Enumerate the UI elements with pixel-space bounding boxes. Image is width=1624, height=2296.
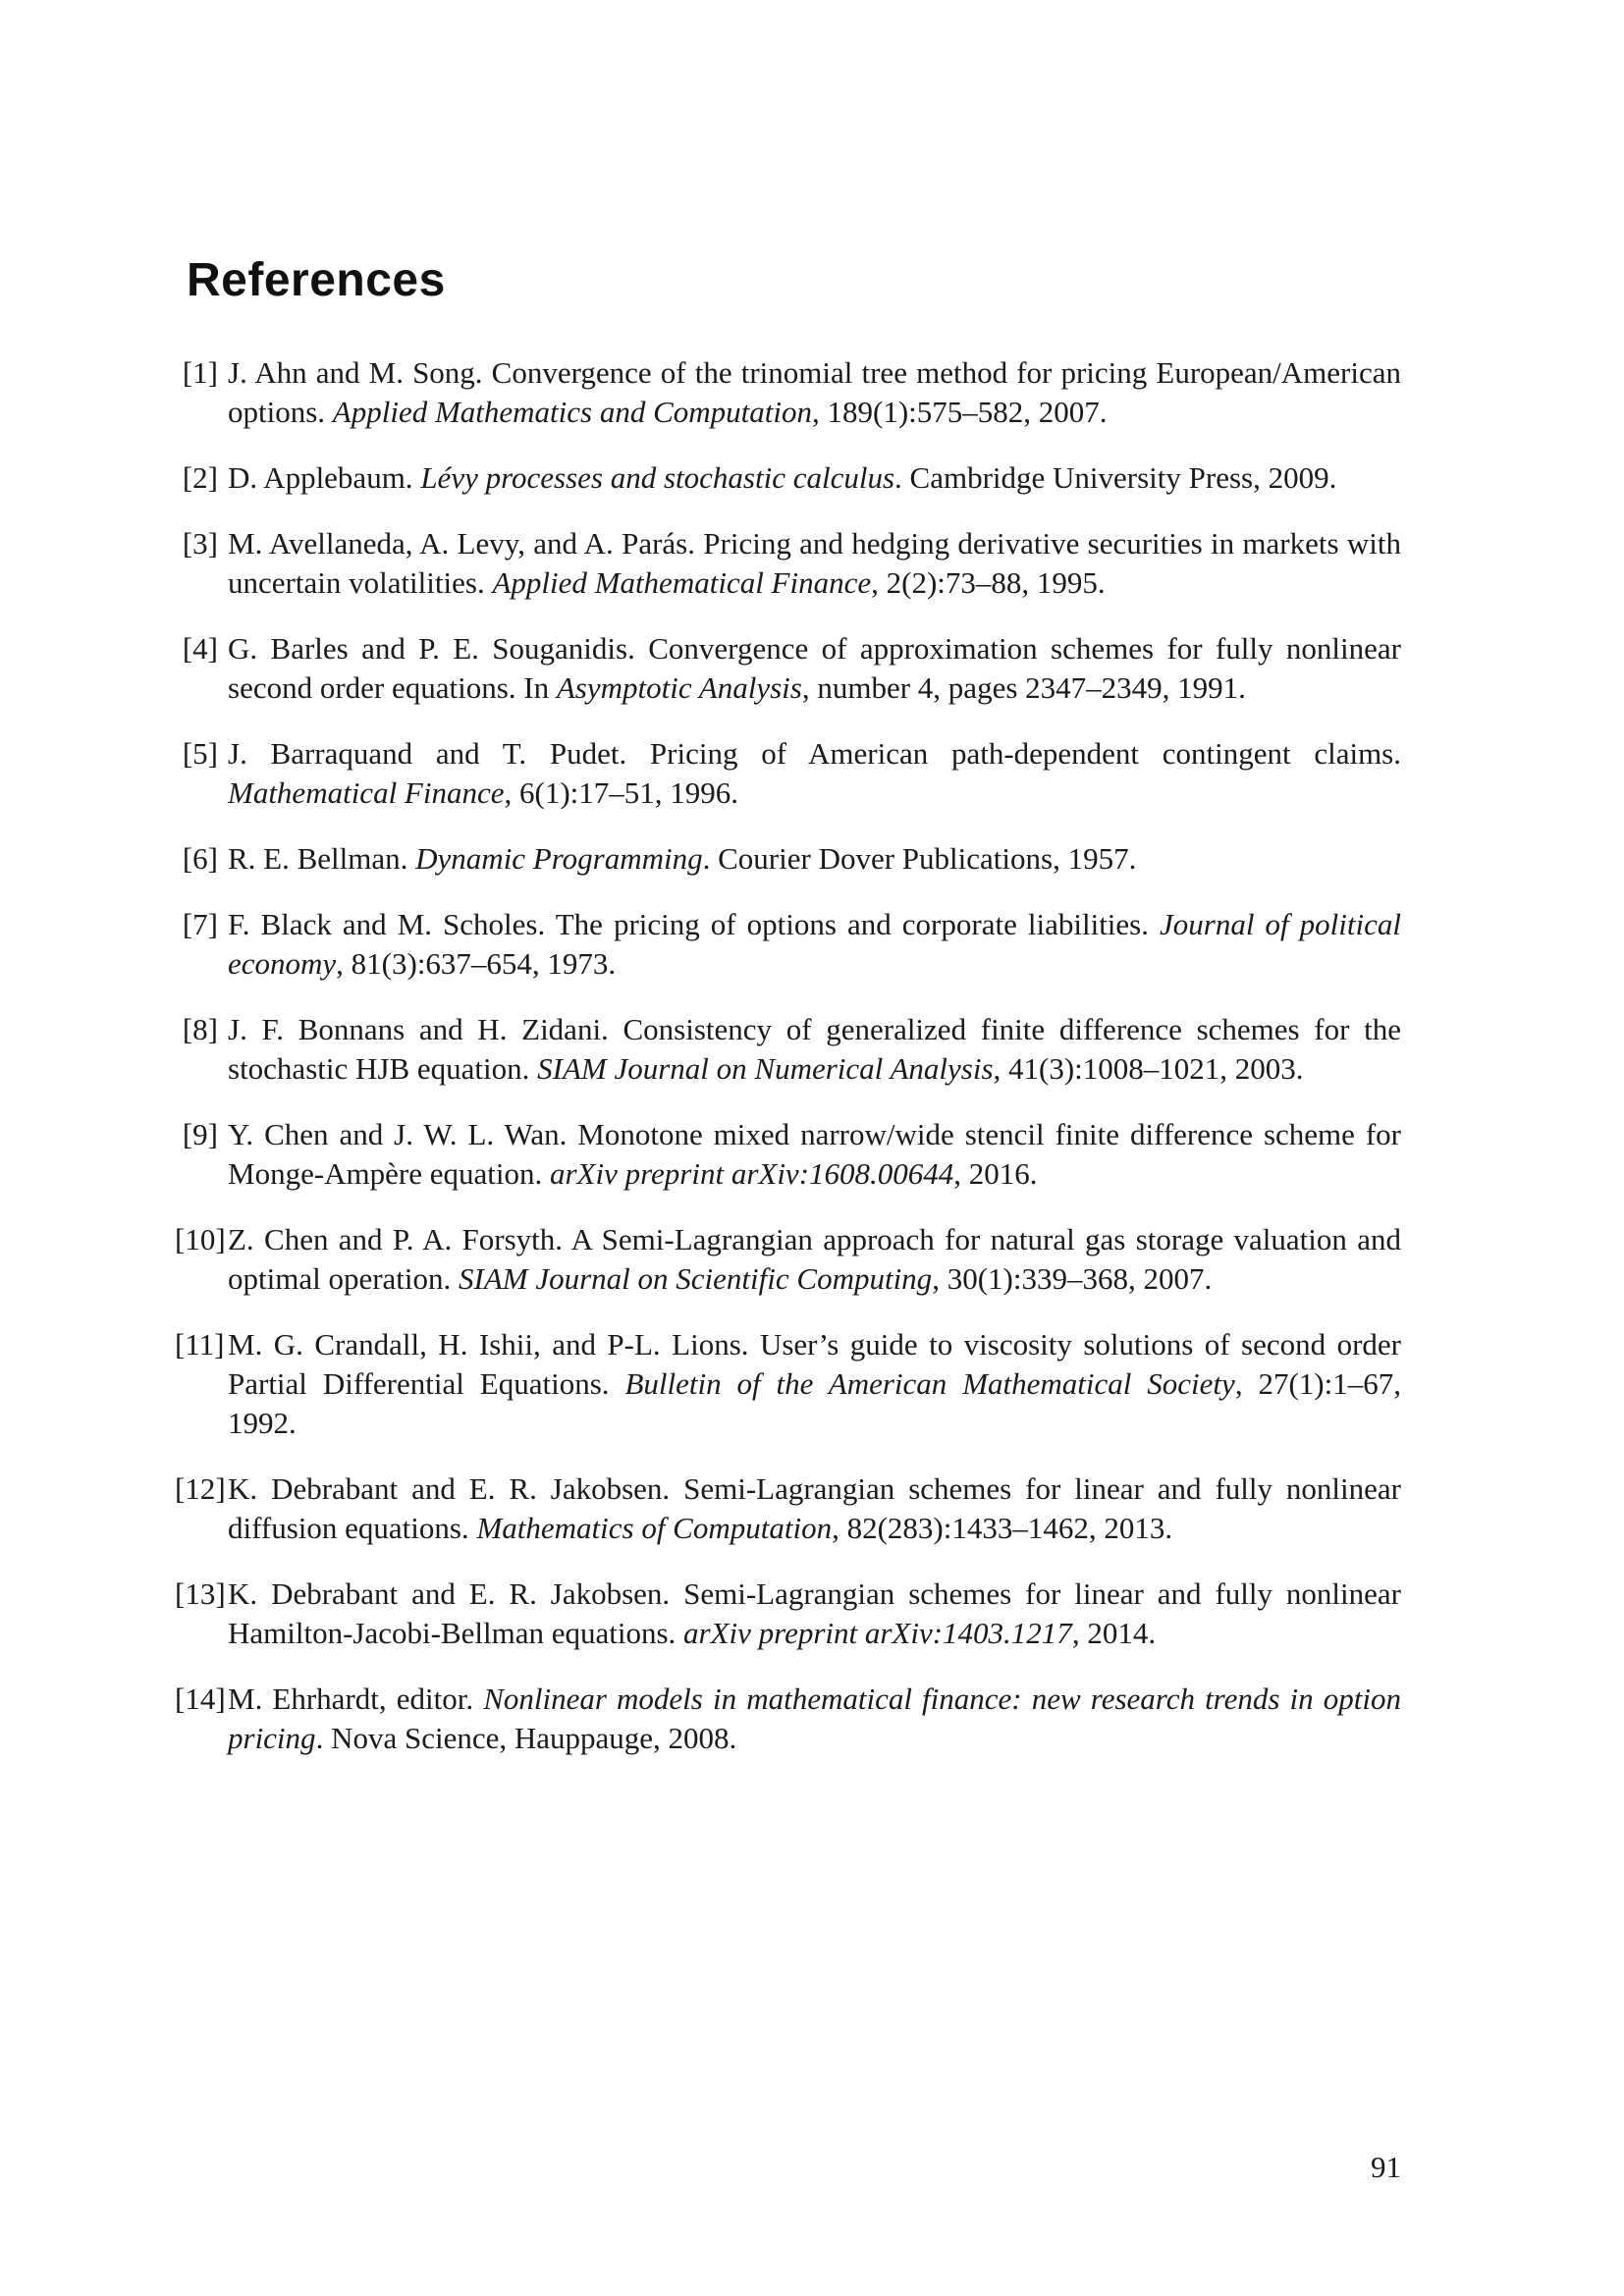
reference-label: [12] <box>175 1471 226 1506</box>
reference-text: K. Debrabant and E. R. Jakobsen. Semi-Lagrangian schemes for linear and fully nonlinear diffusion equations. Mathematics of Computation, 82(283):1433–1462, 2013. <box>228 1471 1401 1545</box>
reference-text: F. Black and M. Scholes. The pricing of options and corporate liabilities. Journal of political economy, 81(3):637–654, 1973. <box>228 907 1401 981</box>
reference-text: M. Avellaneda, A. Levy, and A. Parás. Pricing and hedging derivative securities in markets with uncertain volatilities. Applied Mathematical Finance, 2(2):73–88, 1995. <box>228 526 1401 600</box>
reference-item <box>175 458 1401 498</box>
reference-label: [5] <box>182 736 218 771</box>
reference-text: G. Barles and P. E. Souganidis. Convergence of approximation schemes for fully nonlinear second order equations. In Asymptotic Analysis, number 4, pages 2347–2349, 1991. <box>228 631 1401 705</box>
reference-item <box>175 353 1401 432</box>
reference-label: [2] <box>182 460 218 495</box>
reference-label: [14] <box>175 1682 226 1716</box>
reference-item <box>175 1469 1401 1548</box>
reference-item <box>175 629 1401 708</box>
reference-text: R. E. Bellman. Dynamic Programming. Courier Dover Publications, 1957. <box>228 841 1137 876</box>
reference-label: [13] <box>175 1576 226 1611</box>
reference-list <box>175 353 1401 1785</box>
reference-label: [11] <box>175 1327 225 1362</box>
reference-item <box>175 905 1401 984</box>
reference-label: [4] <box>182 631 218 666</box>
reference-label: [7] <box>182 907 218 941</box>
reference-label: [8] <box>182 1012 218 1046</box>
reference-label: [10] <box>175 1222 226 1256</box>
reference-item <box>175 1115 1401 1194</box>
reference-text: Y. Chen and J. W. L. Wan. Monotone mixed narrow/wide stencil finite difference scheme for Monge-Ampère equation. arXiv preprint arXiv:1608.00644, 2016. <box>228 1117 1401 1191</box>
reference-text: K. Debrabant and E. R. Jakobsen. Semi-Lagrangian schemes for linear and fully nonlinear Hamilton-Jacobi-Bellman equations. arXiv preprint arXiv:1403.1217, 2014. <box>228 1576 1401 1650</box>
reference-item <box>175 524 1401 603</box>
reference-text: D. Applebaum. Lévy processes and stochastic calculus. Cambridge University Press, 2009. <box>228 460 1337 495</box>
reference-text: J. Barraquand and T. Pudet. Pricing of American path-dependent contingent claims. Mathematical Finance, 6(1):17–51, 1996. <box>228 736 1401 810</box>
reference-item <box>175 1575 1401 1653</box>
reference-label: [3] <box>182 526 218 561</box>
reference-text: J. F. Bonnans and H. Zidani. Consistency of generalized finite difference schemes for the stochastic HJB equation. SIAM Journal on Numerical Analysis, 41(3):1008–1021, 2003. <box>228 1012 1401 1086</box>
reference-item <box>175 1010 1401 1089</box>
page-number: 91 <box>1371 2150 1401 2184</box>
reference-item <box>175 1220 1401 1299</box>
reference-item <box>175 1325 1401 1443</box>
reference-item <box>175 839 1401 879</box>
page-title: References <box>187 254 446 306</box>
reference-item <box>175 734 1401 813</box>
reference-item <box>175 1680 1401 1758</box>
reference-label: [9] <box>182 1117 218 1151</box>
reference-label: [6] <box>182 841 218 876</box>
reference-text: M. G. Crandall, H. Ishii, and P-L. Lions. User’s guide to viscosity solutions of second order Partial Differential Equations. Bulletin of the American Mathematical Society, 27(1):1–67, 1992. <box>228 1327 1401 1440</box>
reference-text: J. Ahn and M. Song. Convergence of the trinomial tree method for pricing European/American options. Applied Mathematics and Computation, 189(1):575–582, 2007. <box>228 355 1401 429</box>
reference-text: Z. Chen and P. A. Forsyth. A Semi-Lagrangian approach for natural gas storage valuation and optimal operation. SIAM Journal on Scientific Computing, 30(1):339–368, 2007. <box>228 1222 1401 1296</box>
reference-text: M. Ehrhardt, editor. Nonlinear models in mathematical finance: new research trends in option pricing. Nova Science, Hauppauge, 2008. <box>228 1682 1401 1755</box>
reference-label: [1] <box>182 355 218 390</box>
